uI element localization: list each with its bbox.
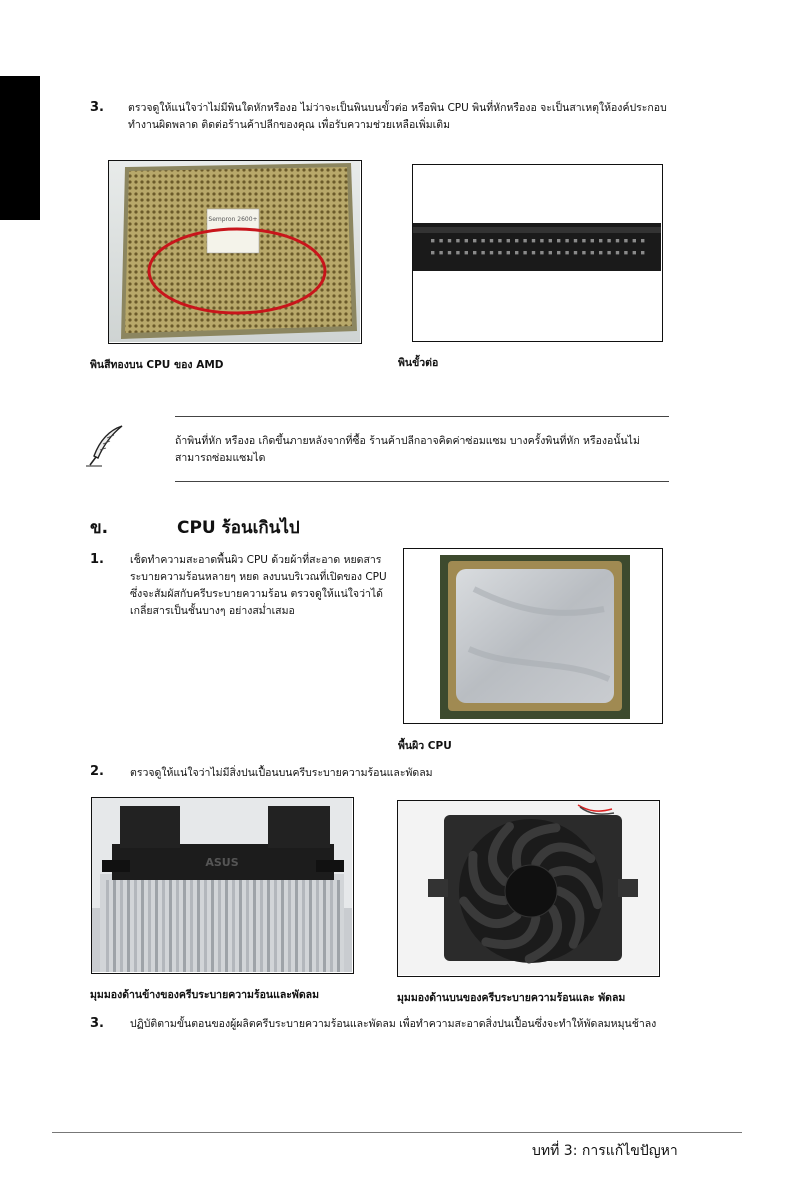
amd-cpu-pins-illustration (109, 161, 360, 342)
amd-cpu-pins-photo (108, 160, 362, 344)
step-number: 3. (90, 100, 104, 115)
connector-pins-photo (412, 164, 663, 342)
footer-rule (52, 1132, 742, 1133)
heatsink-side-view-photo (91, 797, 354, 974)
note-bottom-rule (175, 481, 669, 482)
connector-pins-caption: พินขั้วต่อ (398, 357, 439, 369)
section-tab (0, 76, 40, 220)
feather-pen-icon (82, 422, 128, 468)
footer-chapter: บทที่ 3: การแก้ไขปัญหา (532, 1143, 678, 1159)
cpu-surface-illustration (404, 549, 661, 722)
section-title: CPU ร้อนเกินไป (177, 518, 300, 538)
cpu-surface-photo (403, 548, 663, 724)
step-text: ตรวจดูให้แน่ใจว่าไม่มีพินใดหักหรืองอ ไม่ว่าจะเป็นพินบนขั้วต่อ หรือพิน CPU พินที่หักหรืองอ จะเป็นสาเหตุให้องค์ประกอบทำงานผิดพลาด ติดต่อร้านค้าปลีกของคุณ เพื่อรับความช่วยเหลือเพิ่มเติม (128, 102, 667, 131)
step-number: 3. (90, 1016, 104, 1031)
cpu-surface-caption: พื้นผิว CPU (398, 740, 452, 752)
top-view-caption: มุมมองด้านบนของครีบระบายความร้อนและ พัดลม (397, 992, 626, 1004)
amd-pins-caption: พินสีทองบน CPU ของ AMD (90, 359, 224, 371)
cpu-label-text: Sempron 2600+ (208, 216, 258, 223)
step-text: ตรวจดูให้แน่ใจว่าไม่มีสิ่งปนเปื้อนบนครีบระบายความร้อนและพัดลม (130, 767, 433, 779)
heatsink-brand-text: ASUS (205, 856, 239, 869)
step-number: 2. (90, 764, 104, 779)
step-text: ปฏิบัติตามขั้นตอนของผู้ผลิตครีบระบายความร้อนและพัดลม เพื่อทำความสะอาดสิ่งปนเปื้อนซึ่งจะทำให้พัดลมหมุนช้าลง (130, 1018, 657, 1030)
note-top-rule (175, 416, 669, 417)
side-view-caption: มุมมองด้านข้างของครีบระบายความร้อนและพัดลม (90, 989, 320, 1001)
heatsink-top-view-photo (397, 800, 660, 977)
heatsink-top-illustration (398, 801, 658, 975)
section-letter: ข. (90, 518, 109, 538)
step-number: 1. (90, 552, 104, 567)
connector-pins-illustration (413, 165, 661, 340)
note-text: ถ้าพินที่หัก หรืองอ เกิดขึ้นภายหลังจากที่ซื้อ ร้านค้าปลีกอาจคิดค่าซ่อมแซม บางครั้งพินที่หัก หรืองอนั้นไม่สามารถซ่อมแซมได (175, 435, 640, 464)
heatsink-side-illustration (92, 798, 352, 972)
step-text: เช็ดทำความสะอาดพื้นผิว CPU ด้วยผ้าที่สะอาด หยดสารระบายความร้อนหลายๆ หยด ลงบนบริเวณที่เปิดของ CPU ซึ่งจะสัมผัสกับครีบระบายความร้อน ตรวจดูให้แน่ใจว่าได้เกลี่ยสารเป็นชั้นบางๆ อย่างสม่ำเสมอ (130, 554, 387, 617)
